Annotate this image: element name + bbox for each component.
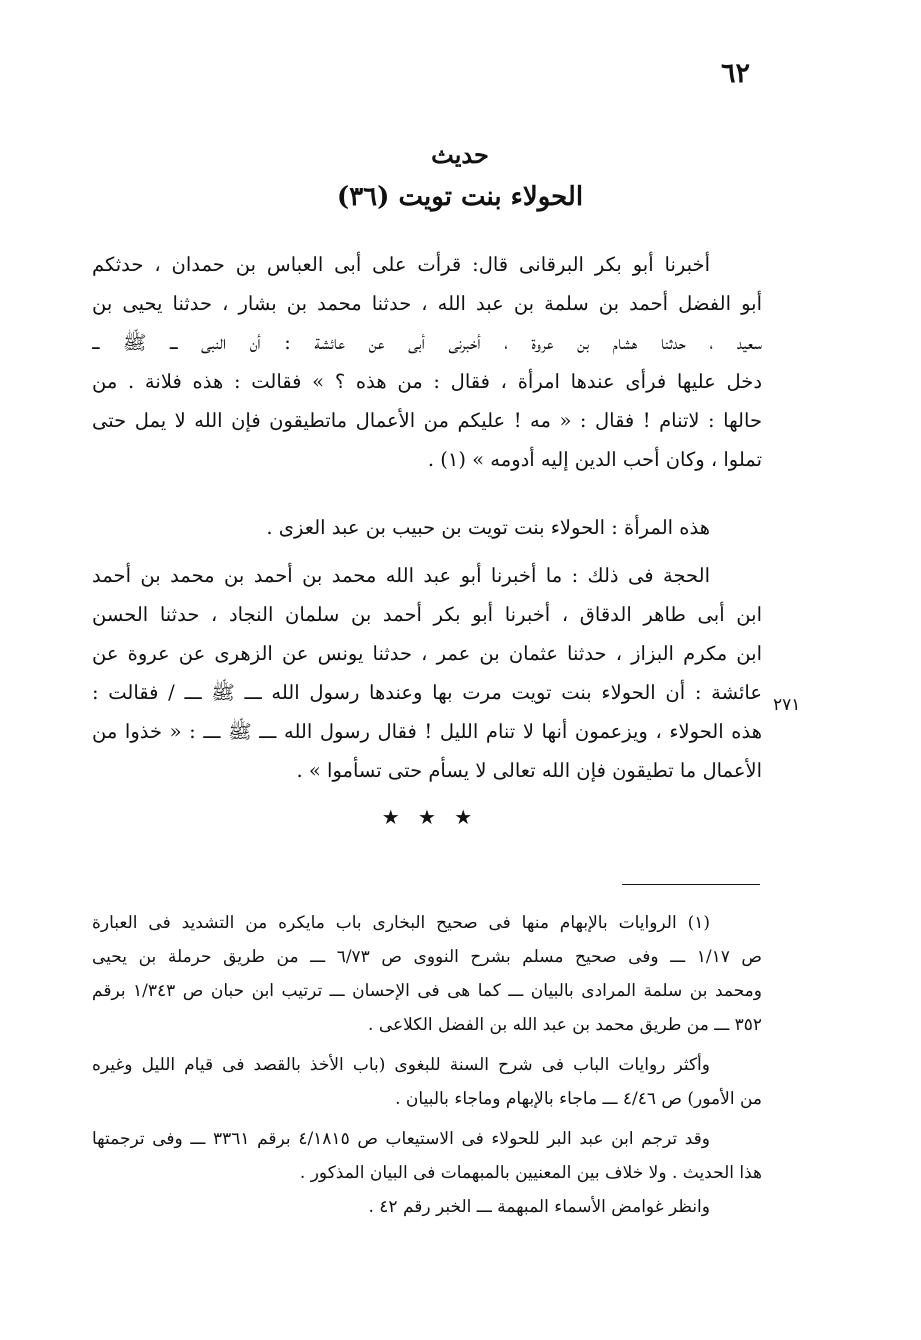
paragraph-1 [92, 245, 762, 479]
paragraph-3 [92, 556, 762, 790]
footnote-line: ٣٥٢ ـــ من طريق محمد بن عبد الله بن الفضل الكلاعى . [368, 1015, 762, 1035]
text-line: هذه الحولاء ، ويزعمون أنها لا تنام الليل ! فقال رسول الله ـــ ﷺ ـــ : « خذوا من [92, 720, 762, 743]
text-line: ابن أبى طاهر الدقاق ، أخبرنا أبو بكر أحمد بن سلمان النجاد ، حدثنا الحسن [92, 603, 762, 626]
text-line: الحجة فى ذلك : ما أخبرنا أبو عبد الله محمد بن أحمد بن محمد بن أحمد [92, 564, 710, 587]
section-separator: ★ ★ ★ [381, 805, 479, 829]
text-line: أبو الفضل أحمد بن سلمة بن عبد الله ، حدثنا محمد بن بشار ، حدثنا يحيى بن [92, 292, 762, 315]
text-line: ابن مكرم البزاز ، حدثنا عثمان بن عمر ، حدثنا يونس عن الزهرى عن عروة عن [92, 642, 762, 665]
text-line: أخبرنا أبو بكر البرقانى قال: قرأت على أبى العباس بن حمدان ، حدثكم [92, 253, 710, 276]
hadith-title: (٣٦) الحولاء بنت تويت [336, 182, 584, 212]
footnote-line: وانظر غوامض الأسماء المبهمة ـــ الخبر رقم ٤٢ . [368, 1197, 710, 1217]
text-line: عائشة : أن الحولاء بنت تويت مرت بها وعندها رسول الله ـــ ﷺ ـــ / فقالت : [92, 681, 762, 704]
footnote-line: وأكثر روايات الباب فى شرح السنة للبغوى (باب الأخذ بالقصد فى قيام الليل وغيره [92, 1055, 710, 1075]
text-line: دخل عليها فرأى عندها امرأة ، فقال : من هذه ؟ » فقالت : هذه فلانة . من [92, 370, 762, 393]
footnote-line: هذا الحديث . ولا خلاف بين المعنيين بالمبهمات فى البيان المذكور . [299, 1163, 762, 1183]
section-label: حديث [431, 140, 489, 169]
text-line: هذه المرأة : الحولاء بنت تويت بن حبيب بن عبد العزى . [266, 516, 710, 539]
text-line: تملوا ، وكان أحب الدين إليه أدومه » (١) . [427, 448, 762, 471]
margin-page-reference: ٢٧١ [773, 695, 801, 715]
footnote-line: ومحمد بن سلمة المرادى بالبيان ـــ كما هى فى الإحسان ـــ ترتيب ابن حبان ص ١/٣٤٣ برقم [92, 981, 762, 1001]
footnote-line: من الأمور) ص ٤/٤٦ ـــ ماجاء بالإبهام وماجاء بالبيان . [395, 1089, 762, 1109]
footnote-rule [622, 884, 760, 885]
text-line: الأعمال ما تطيقون فإن الله تعالى لا يسأم حتى تسأموا » . [296, 759, 762, 782]
footnote-line: وقد ترجم ابن عبد البر للحولاء فى الاستيعاب ص ٤/١٨١٥ برقم ٣٣٦١ ـــ وفى ترجمتها [92, 1129, 711, 1149]
paragraph-2 [92, 508, 762, 547]
footnote-line: ص ١/١٧ ـــ وفى صحيح مسلم بشرح النووى ص ٦/٧٣ ـــ من طريق حرملة بن يحيى [92, 947, 762, 967]
footnotes [92, 906, 762, 1224]
text-line: سعيد ، حدثنا هشام بن عروة ، أخبرنى أبى عن عائشة : أن النبى ـــ ﷺ ـــ [92, 331, 762, 354]
page-number: ٦٢ [720, 58, 750, 89]
text-line: حالها : لاتنام ! فقال : « مه ! عليكم من الأعمال ماتطيقون فإن الله لا يمل حتى [92, 409, 762, 432]
footnote-line: (١) الروايات بالإبهام منها فى صحيح البخارى باب مايكره من التشديد فى العبارة [92, 913, 710, 933]
